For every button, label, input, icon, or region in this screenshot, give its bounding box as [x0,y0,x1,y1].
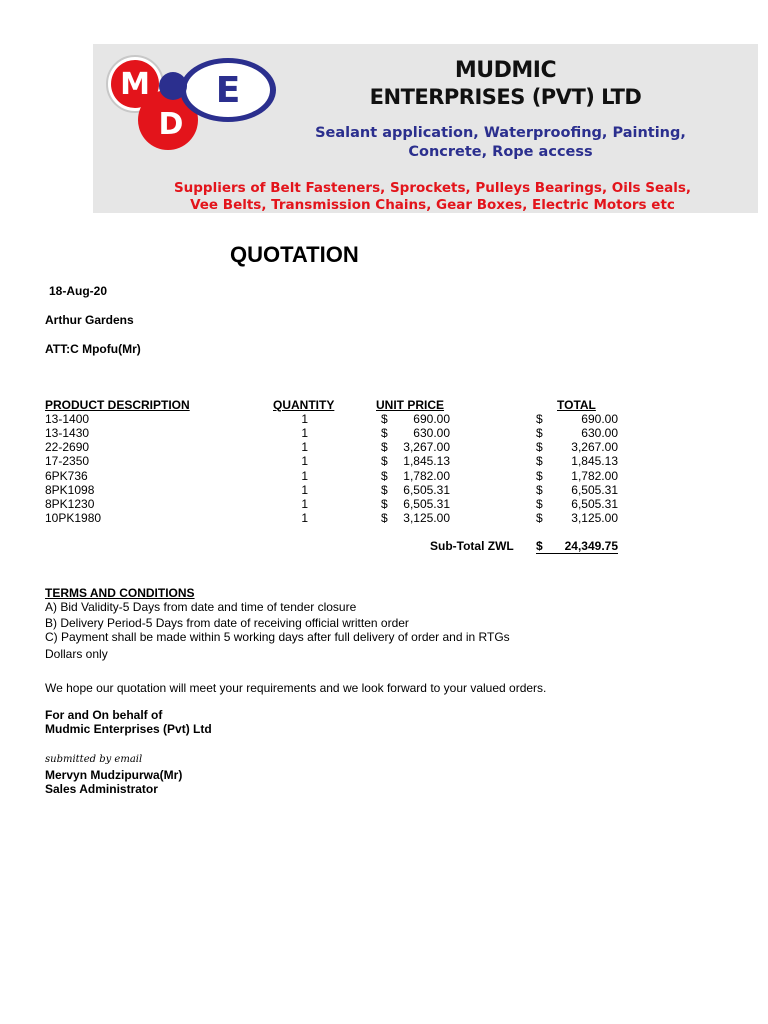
terms-item: Dollars only [45,647,108,661]
item-total-currency: $ [536,454,543,468]
item-unit-currency: $ [381,426,388,440]
terms-item: B) Delivery Period-5 Days from date of receiving official written order [45,616,409,630]
header-total: TOTAL [557,398,596,412]
item-unit-price: 3,267.00 [403,440,450,454]
item-total: 1,782.00 [571,469,618,483]
item-total-currency: $ [536,426,543,440]
document-title: QUOTATION [230,242,359,267]
item-description: 22-2690 [45,440,90,454]
item-description: 13-1400 [45,412,90,426]
item-quantity: 1 [301,469,308,483]
item-unit-price: 6,505.31 [403,483,450,497]
item-quantity: 1 [301,412,308,426]
header-quantity: QUANTITY [273,398,335,412]
behalf-line1: For and On behalf of [45,708,163,722]
signatory-title: Sales Administrator [45,782,158,796]
item-quantity: 1 [301,511,308,525]
logo-letter-m: M [120,67,150,102]
item-total-currency: $ [536,440,543,454]
item-total: 630.00 [581,426,618,440]
item-total-currency: $ [536,511,543,525]
item-unit-price: 690.00 [413,412,450,426]
terms-heading: TERMS AND CONDITIONS [45,586,195,600]
item-total-currency: $ [536,483,543,497]
services-line1: Sealant application, Waterproofing, Painting, [315,125,686,141]
item-unit-price: 1,782.00 [403,469,450,483]
item-quantity: 1 [301,454,308,468]
terms-item: A) Bid Validity-5 Days from date and time of tender closure [45,600,357,614]
item-quantity: 1 [301,483,308,497]
header-unit-price: UNIT PRICE [376,398,445,412]
item-unit-price: 1,845.13 [403,454,450,468]
logo-letter-e: E [215,70,241,111]
company-name [333,58,678,110]
item-quantity: 1 [301,426,308,440]
item-total: 1,845.13 [571,454,618,468]
item-description: 8PK1098 [45,483,95,497]
suppliers-line1: Suppliers of Belt Fasteners, Sprockets, Pulleys Bearings, Oils Seals, [173,180,692,196]
item-description: 17-2350 [45,454,90,468]
item-unit-currency: $ [381,511,388,525]
item-unit-price: 3,125.00 [403,511,450,525]
services-tagline [243,124,758,162]
item-quantity: 1 [301,497,308,511]
item-unit-currency: $ [381,497,388,511]
item-unit-currency: $ [381,483,388,497]
item-unit-currency: $ [381,454,388,468]
attention-line: ATT:C Mpofu(Mr) [45,342,141,356]
item-unit-currency: $ [381,440,388,454]
signature-note: submitted by email [45,754,143,765]
company-name-line1: MUDMIC [454,58,557,83]
item-total-currency: $ [536,412,543,426]
item-unit-currency: $ [381,469,388,483]
item-description: 10PK1980 [45,511,102,525]
item-unit-currency: $ [381,412,388,426]
company-name-line2: ENTERPRISES (PVT) LTD [369,85,642,109]
subtotal-value: 24,349.75 [564,539,618,553]
item-description: 6PK736 [45,469,88,483]
item-total: 690.00 [581,412,618,426]
suppliers-tagline [105,180,760,214]
item-total: 6,505.31 [571,483,618,497]
item-description: 13-1430 [45,426,90,440]
closing-message: We hope our quotation will meet your requirements and we look forward to your valued orders. [45,681,547,695]
subtotal-currency: $ [536,539,543,553]
item-description: 8PK1230 [45,497,95,511]
item-quantity: 1 [301,440,308,454]
item-total: 3,267.00 [571,440,618,454]
client-name: Arthur Gardens [45,313,134,327]
quote-date: 18-Aug-20 [49,284,108,298]
suppliers-line2: Vee Belts, Transmission Chains, Gear Boxes, Electric Motors etc [190,197,675,213]
behalf-line2: Mudmic Enterprises (Pvt) Ltd [45,722,212,736]
subtotal-label: Sub-Total ZWL [430,539,514,553]
item-total: 6,505.31 [571,497,618,511]
subtotal-underline [536,553,618,554]
header-description: PRODUCT DESCRIPTION [45,398,190,412]
letterhead-banner [93,44,758,213]
item-unit-price: 6,505.31 [403,497,450,511]
item-total: 3,125.00 [571,511,618,525]
services-line2: Concrete, Rope access [408,144,593,160]
item-total-currency: $ [536,497,543,511]
logo-letter-d: D [158,107,184,142]
item-unit-price: 630.00 [413,426,450,440]
item-total-currency: $ [536,469,543,483]
signatory-name: Mervyn Mudzipurwa(Mr) [45,768,183,782]
terms-item: C) Payment shall be made within 5 working days after full delivery of order and in RTGs [45,630,510,644]
